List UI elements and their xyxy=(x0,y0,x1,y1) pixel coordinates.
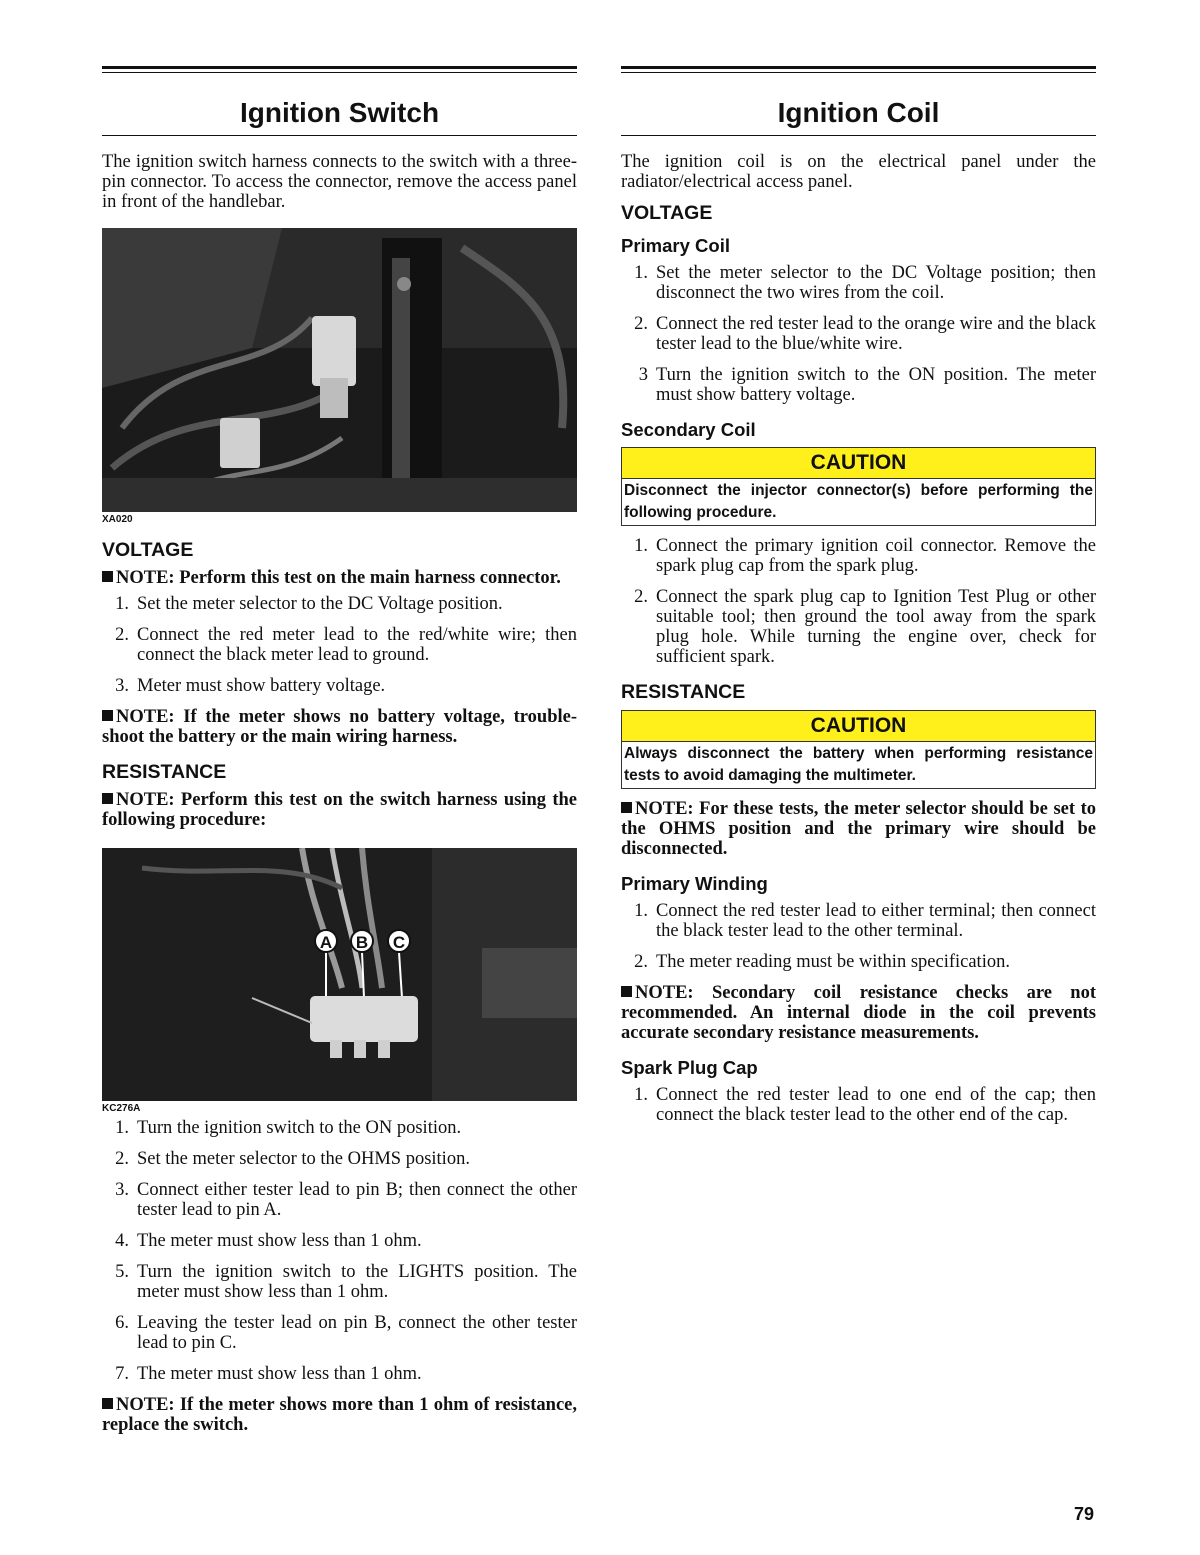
list-item: 1. Connect the red tester lead to one end of the cap; then connect the black tester lead to the other end of the cap. xyxy=(634,1085,1096,1125)
heading-voltage: VOLTAGE xyxy=(102,539,194,561)
section-title-ignition-coil: Ignition Coil xyxy=(621,73,1096,136)
list-item: 1. Turn the ignition switch to the ON position. xyxy=(115,1118,462,1138)
intro-paragraph: The ignition coil is on the electrical panel under the radiator/electrical access panel. xyxy=(621,152,1096,192)
note-square-icon xyxy=(102,571,113,582)
left-column xyxy=(102,66,577,1441)
note-square-icon xyxy=(102,793,113,804)
pin-label-b: B xyxy=(355,933,369,952)
heading-spark-plug-cap: Spark Plug Cap xyxy=(621,1057,758,1078)
list-item: 6. Leaving the tester lead on pin B, connect the other tester lead to pin C. xyxy=(115,1313,577,1353)
note-square-icon xyxy=(102,1398,113,1409)
heading-voltage: VOLTAGE xyxy=(621,202,713,224)
list-item: 2. Connect the red meter lead to the red/white wire; then connect the black meter lead to ground. xyxy=(115,625,577,665)
list-item: 1. Connect the primary ignition coil connector. Remove the spark plug cap from the spark plug. xyxy=(634,536,1096,576)
voltage-steps-list xyxy=(102,594,577,696)
note-secondary-resistance: NOTE: Secondary coil resistance checks are not recommended. An internal diode in the coil prevents accurate secondary resistance measurements. xyxy=(621,983,1096,1043)
pin-label-c: C xyxy=(392,933,406,952)
caution-box-battery xyxy=(621,710,1096,789)
spark-plug-cap-steps-list xyxy=(621,1085,1096,1125)
photo-ignition-switch-connector xyxy=(102,228,577,512)
caution-box-injector xyxy=(621,447,1096,526)
list-item: 1. Set the meter selector to the DC Voltage position. xyxy=(115,594,503,614)
pin-label-a: A xyxy=(319,933,333,952)
list-item: 3. Connect either tester lead to pin B; then connect the other tester lead to pin A. xyxy=(115,1180,577,1220)
heading-secondary-coil: Secondary Coil xyxy=(621,419,756,440)
right-column xyxy=(621,66,1096,1136)
photo-caption: KC276A xyxy=(102,1103,141,1114)
note-replace-switch: NOTE: If the meter shows more than 1 ohm of resistance, replace the switch. xyxy=(102,1395,577,1435)
section-title-ignition-switch: Ignition Switch xyxy=(102,73,577,136)
title-rule xyxy=(621,66,1096,73)
intro-paragraph: The ignition switch harness connects to the switch with a three-pin connector. To access the connector, remove the access panel in front of the handlebar. xyxy=(102,152,577,212)
list-item: 2. Connect the spark plug cap to Ignition Test Plug or other suitable tool; then ground the tool away from the spark plug hole. While turning the engine over, check for sufficient spark. xyxy=(634,587,1096,667)
heading-resistance: RESISTANCE xyxy=(102,761,227,783)
resistance-steps-list xyxy=(102,1118,577,1384)
note-square-icon xyxy=(621,802,632,813)
note-no-battery-voltage: NOTE: If the meter shows no battery voltage, trouble-shoot the battery or the main wiring harness. xyxy=(102,707,577,747)
secondary-coil-steps-list xyxy=(621,536,1096,667)
primary-coil-steps-list xyxy=(621,263,1096,405)
title-rule xyxy=(102,66,577,73)
heading-primary-coil: Primary Coil xyxy=(621,235,730,256)
caution-title: CAUTION xyxy=(622,448,1095,479)
list-item: 4. The meter must show less than 1 ohm. xyxy=(115,1231,422,1251)
caution-title: CAUTION xyxy=(622,711,1095,742)
list-item: 3 Turn the ignition switch to the ON position. The meter must show battery voltage. xyxy=(638,365,1096,405)
note-ohms-position: NOTE: For these tests, the meter selector should be set to the OHMS position and the primary wire should be disconnected. xyxy=(621,799,1096,859)
list-item: 1. Connect the red tester lead to either terminal; then connect the black tester lead to the other terminal. xyxy=(634,901,1096,941)
heading-primary-winding: Primary Winding xyxy=(621,873,768,894)
note-square-icon xyxy=(621,986,632,997)
list-item: 3. Meter must show battery voltage. xyxy=(115,676,386,696)
note-resistance: NOTE: Perform this test on the switch harness using the following procedure: xyxy=(102,790,577,830)
list-item: 7. The meter must show less than 1 ohm. xyxy=(115,1364,422,1384)
caution-text: Always disconnect the battery when performing resistance tests to avoid damaging the multimeter. xyxy=(624,745,1093,784)
caution-text: Disconnect the injector connector(s) before performing the following procedure. xyxy=(624,482,1093,521)
list-item: 2. Set the meter selector to the OHMS position. xyxy=(115,1149,470,1169)
heading-resistance: RESISTANCE xyxy=(621,681,746,703)
page-number: 79 xyxy=(1074,1504,1095,1524)
primary-winding-steps-list xyxy=(621,901,1096,972)
photo-switch-harness-pins xyxy=(102,848,577,1101)
list-item: 1. Set the meter selector to the DC Voltage position; then disconnect the two wires from the coil. xyxy=(634,263,1096,303)
note-square-icon xyxy=(102,710,113,721)
photo-caption: XA020 xyxy=(102,514,133,525)
list-item: 5. Turn the ignition switch to the LIGHTS position. The meter must show less than 1 ohm. xyxy=(115,1262,577,1302)
list-item: 2. The meter reading must be within specification. xyxy=(634,952,1010,972)
list-item: 2. Connect the red tester lead to the orange wire and the black tester lead to the blue/white wire. xyxy=(634,314,1096,354)
note-voltage: NOTE: Perform this test on the main harness connector. xyxy=(102,568,577,588)
